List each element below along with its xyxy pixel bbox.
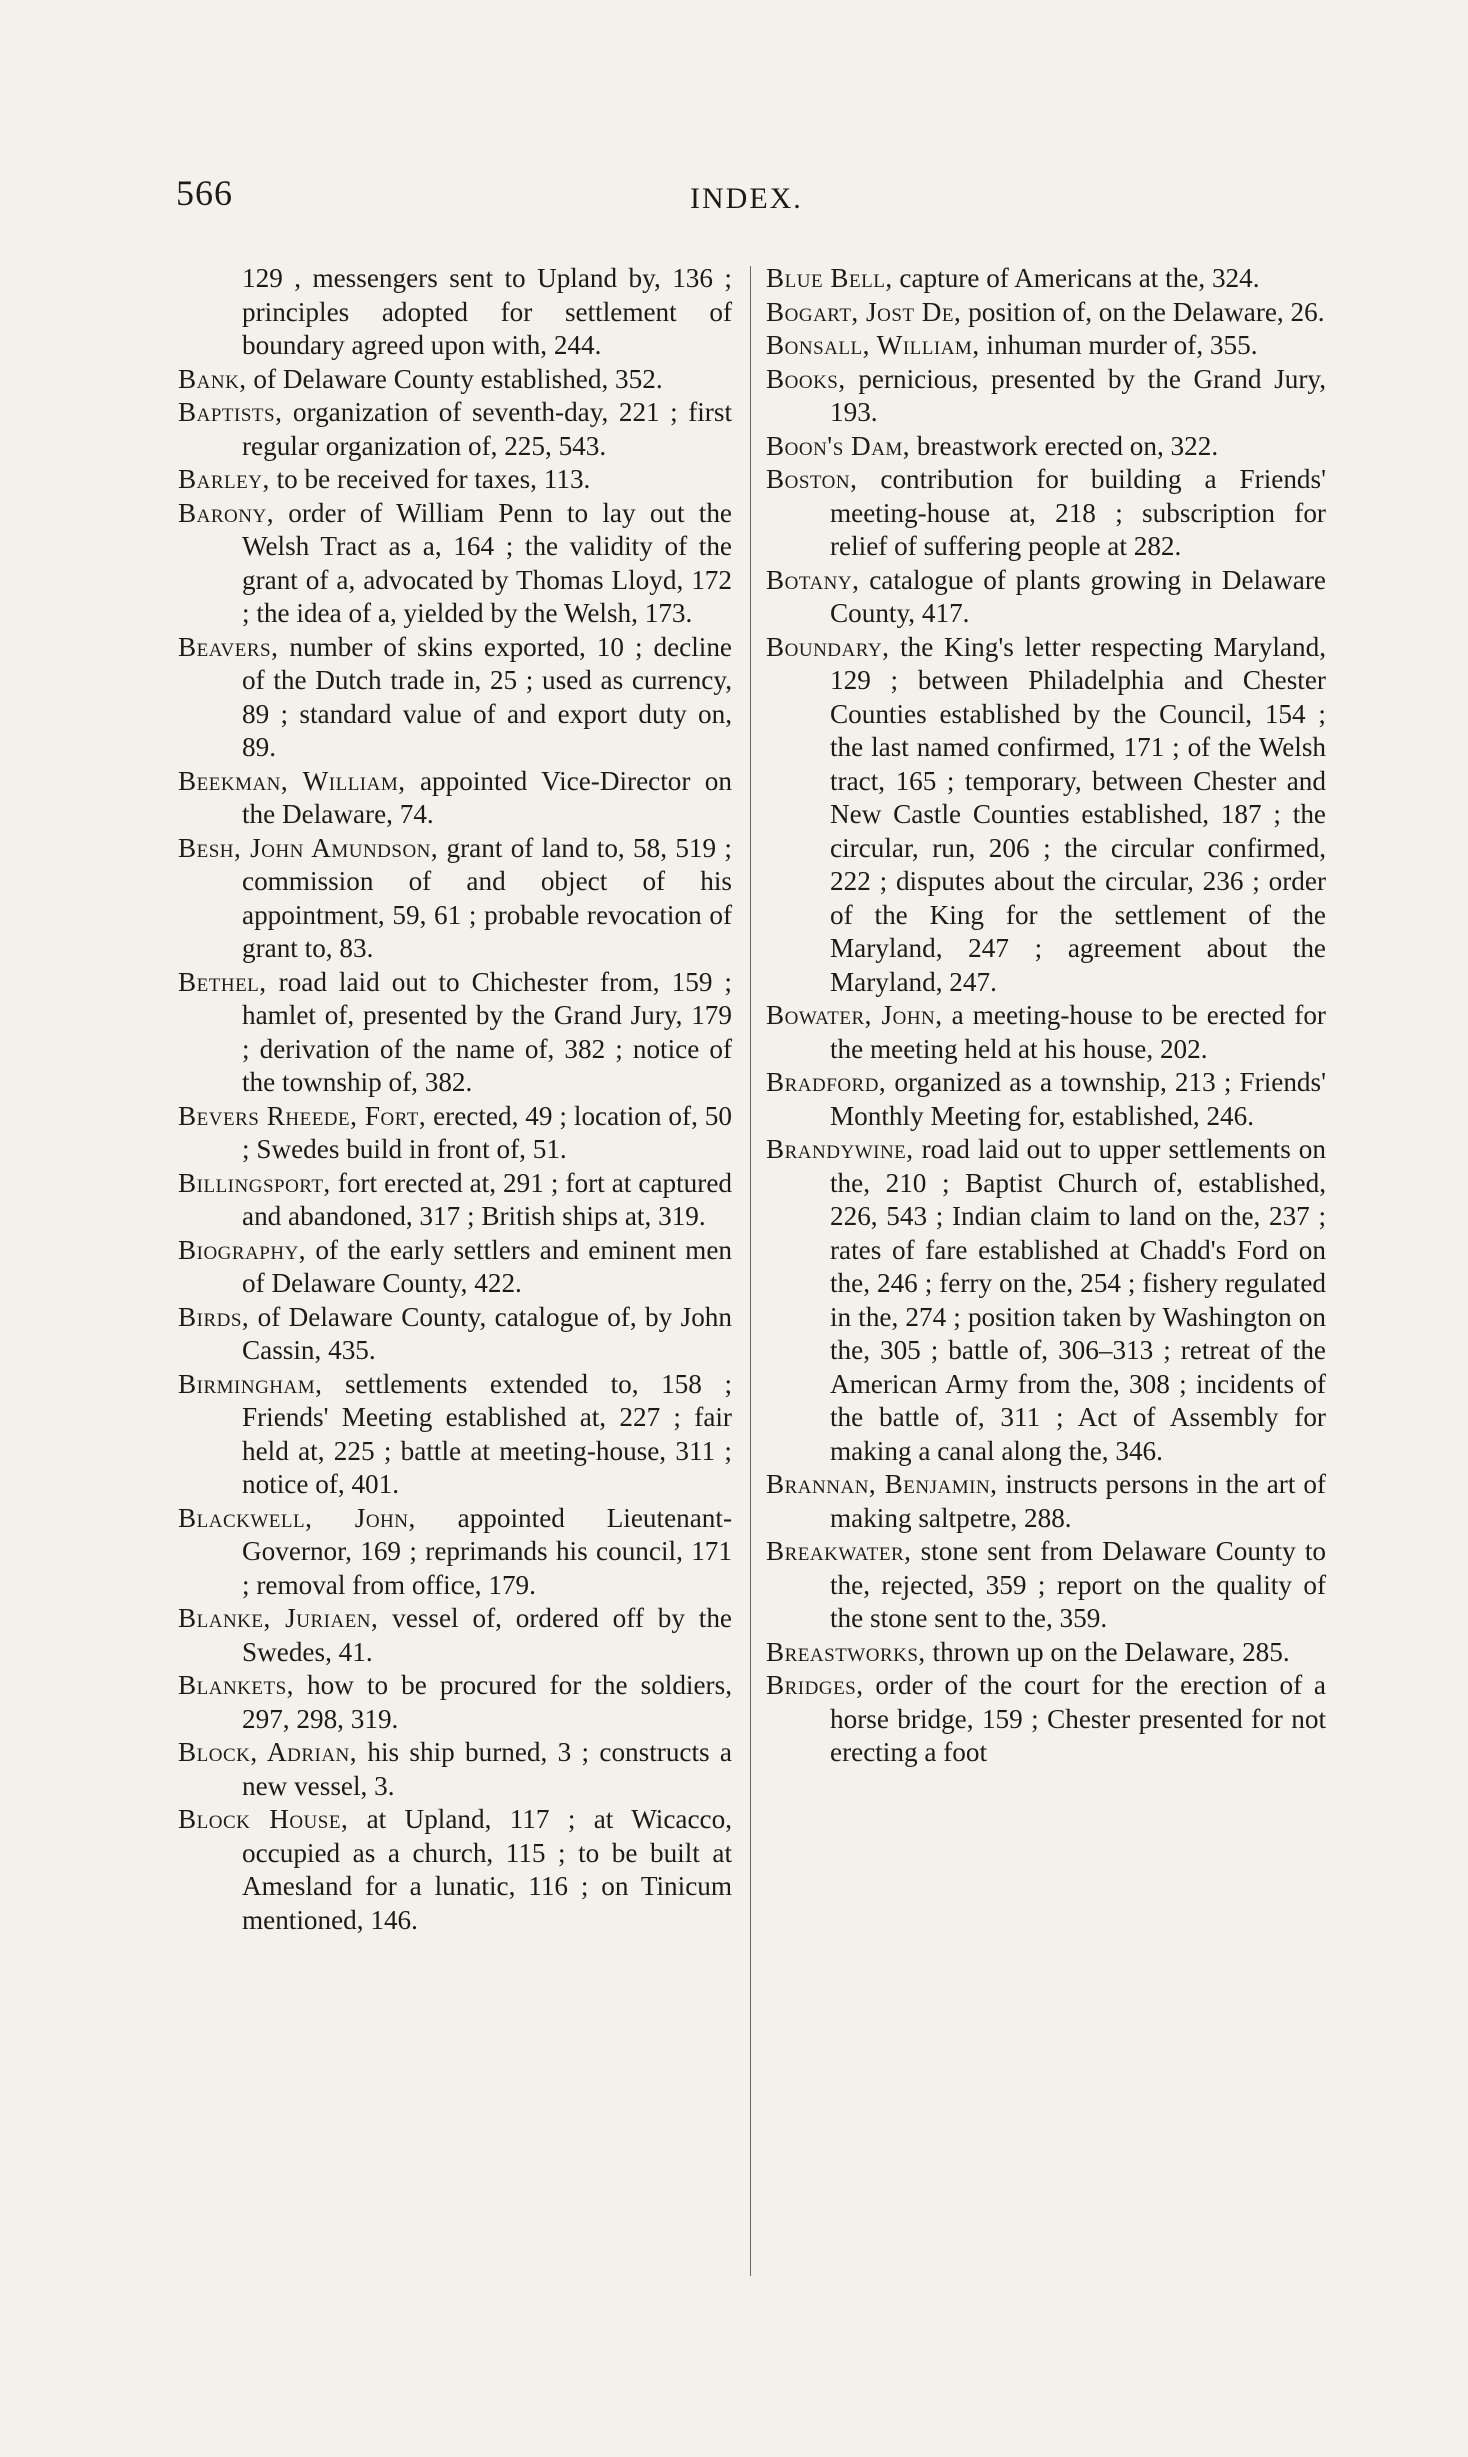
index-column-left — [178, 262, 732, 1937]
index-entry — [178, 1669, 732, 1736]
index-entry — [766, 262, 1326, 296]
index-entry-text: erected, 49 ; location of, 50 ; Swedes build in front of, 51. — [242, 1100, 732, 1164]
index-entry-heading: Barley, — [178, 464, 270, 494]
index-entry — [178, 363, 732, 397]
index-entry — [178, 463, 732, 497]
index-entry — [766, 329, 1326, 363]
index-entry-text: organized as a township, 213 ; Friends' Monthly Meeting for, established, 246. — [830, 1067, 1326, 1131]
index-entry — [178, 1736, 732, 1803]
index-entry-text: how to be procured for the soldiers, 297, 298, 319. — [242, 1670, 732, 1734]
index-entry-text: settlements extended to, 158 ; Friends' Meeting established at, 227 ; fair held at, 225 ; battle at meeting-house, 311 ; notice of, 401. — [242, 1368, 732, 1499]
index-entry-heading: Boon's Dam, — [766, 430, 911, 461]
index-entry — [178, 396, 732, 463]
index-entry-text: to be received for taxes, 113. — [269, 464, 591, 494]
index-entry — [178, 1167, 732, 1234]
index-entry — [178, 262, 732, 363]
index-entry — [178, 1301, 732, 1368]
index-entry — [178, 1502, 732, 1603]
index-entry-heading: Birds, — [178, 1301, 250, 1332]
index-entry-text: vessel of, ordered off by the Swedes, 41. — [242, 1603, 732, 1667]
index-entry-heading: Botany, — [766, 564, 860, 595]
index-entry — [766, 1066, 1326, 1133]
index-entry-text: road laid out to upper settlements on the, 210 ; Baptist Church of, established, 226, 543 ; Indian claim to land on the, 237 ; rates of fare established at Chadd's Ford on the, 246 ; ferry on the, 254 ; fishery regulated in the, 274 ; position taken by Washington on the, 305 ; battle of, 306–313 ; retreat of the American Army from the, 308 ; incidents of the battle of, 311 ; Act of Assembly for making a canal along the, 346. — [830, 1134, 1326, 1466]
index-entry-text: at Upland, 117 ; at Wicacco, occupied as a church, 115 ; to be built at Amesland for a lunatic, 116 ; on Tinicum mentioned, 146. — [242, 1804, 732, 1935]
index-entry-text: appointed Lieutenant-Governor, 169 ; reprimands his council, 171 ; removal from office, 179. — [242, 1502, 732, 1600]
index-entry — [178, 1602, 732, 1669]
index-entry-heading: Bank, — [178, 363, 247, 394]
index-entry-text: fort erected at, 291 ; fort at captured and abandoned, 317 ; British ships at, 319. — [242, 1167, 732, 1231]
running-head: INDEX. — [690, 182, 803, 215]
index-entry-text: order of William Penn to lay out the Welsh Tract as a, 164 ; the validity of the grant of a, advocated by Thomas Lloyd, 172 ; the idea of a, yielded by the Welsh, 173. — [242, 497, 732, 628]
index-entry-heading: Barony, — [178, 497, 274, 528]
index-entry — [178, 1100, 732, 1167]
index-entry-heading: Blue Bell, — [766, 263, 893, 293]
column-divider — [750, 266, 751, 2276]
index-entry-text: thrown up on the Delaware, 285. — [925, 1636, 1290, 1667]
index-entry-heading: Brandywine, — [766, 1134, 914, 1164]
index-entry — [766, 1669, 1326, 1770]
index-entry-text: of Delaware County established, 352. — [246, 363, 663, 394]
index-entry — [178, 1803, 732, 1937]
index-entry-text: of the early settlers and eminent men of Delaware County, 422. — [242, 1234, 732, 1298]
index-entry-text: of Delaware County, catalogue of, by John Cassin, 435. — [242, 1301, 732, 1365]
index-entry-text: appointed Vice-Director on the Delaware, 74. — [242, 765, 732, 829]
index-entry-text: a meeting-house to be erected for the meeting held at his house, 202. — [830, 1000, 1326, 1064]
index-entry-text: his ship burned, 3 ; constructs a new vessel, 3. — [242, 1737, 733, 1801]
index-entry-text: organization of seventh-day, 221 ; first regular organization of, 225, 543. — [242, 397, 732, 461]
index-entry-text: grant of land to, 58, 519 ; commission of and object of his appointment, 59, 61 ; probable revocation of grant to, 83. — [242, 832, 732, 963]
index-entry-text: the King's letter respecting Maryland, 129 ; between Philadelphia and Chester Counties established by the Council, 154 ; the last named confirmed, 171 ; of the Welsh tract, 165 ; temporary, between Chester and New Castle Counties established, 187 ; the circular, run, 206 ; the circular confirmed, 222 ; disputes about the circular, 236 ; order of the King for the settlement of the Maryland, 247 ; agreement about the Maryland, 247. — [830, 631, 1326, 997]
index-entry-text: 129 , messengers sent to Upland by, 136 ; principles adopted for settlement of boundary agreed upon with, 244. — [242, 263, 732, 360]
index-entry — [178, 631, 732, 765]
index-entry — [766, 1468, 1326, 1535]
index-entry — [766, 463, 1326, 564]
index-entry-heading: Blanke, Juriaen, — [178, 1603, 379, 1633]
index-entry-text: breastwork erected on, 322. — [910, 430, 1219, 461]
index-entry-text: catalogue of plants growing in Delaware County, 417. — [830, 564, 1326, 628]
index-entry-text: order of the court for the erection of a horse bridge, 159 ; Chester presented for not erecting a foot — [830, 1670, 1326, 1767]
index-entry — [178, 1368, 732, 1502]
index-entry-heading: Breakwater, — [766, 1536, 912, 1566]
index-entry — [178, 966, 732, 1100]
index-entry — [766, 296, 1326, 330]
index-entry — [766, 1133, 1326, 1468]
index-entry-text: contribution for building a Friends' meeting-house at, 218 ; subscription for relief of suffering people at 282. — [830, 464, 1326, 561]
index-entry — [766, 564, 1326, 631]
index-entry-heading: Bridges, — [766, 1670, 864, 1700]
index-entry-text: inhuman murder of, 355. — [979, 330, 1258, 360]
index-entry — [766, 999, 1326, 1066]
index-entry-heading: Bowater, John, — [766, 1000, 943, 1030]
index-entry-heading: Baptists, — [178, 397, 283, 427]
index-entry — [178, 832, 732, 966]
index-entry-heading: Bethel, — [178, 966, 267, 997]
index-entry — [178, 1234, 732, 1301]
index-entry-heading: Boundary, — [766, 631, 890, 662]
index-entry-text: instructs persons in the art of making saltpetre, 288. — [830, 1469, 1326, 1533]
index-entry-text: number of skins exported, 10 ; decline of the Dutch trade in, 25 ; used as currency, 89 ; standard value of and export duty on, 89. — [242, 631, 732, 762]
index-entry-text: pernicious, presented by the Grand Jury, 193. — [830, 363, 1326, 427]
index-entry-heading: Blankets, — [178, 1670, 294, 1700]
index-entry-heading: Biography, — [178, 1234, 307, 1265]
index-entry — [178, 765, 732, 832]
index-entry-heading: Bogart, Jost De, — [766, 296, 962, 327]
index-entry-heading: Breastworks, — [766, 1636, 926, 1667]
index-entry — [178, 497, 732, 631]
index-entry-heading: Block House, — [178, 1804, 349, 1834]
index-entry-heading: Bonsall, William, — [766, 330, 980, 360]
index-entry-heading: Boston, — [766, 464, 858, 494]
page-number: 566 — [176, 173, 233, 213]
index-column-right — [766, 262, 1326, 1770]
index-entry-heading: Billingsport, — [178, 1167, 331, 1198]
index-entry-heading: Blackwell, John, — [178, 1502, 416, 1533]
index-entry — [766, 631, 1326, 1000]
index-entry — [766, 430, 1326, 464]
index-entry-text: stone sent from Delaware County to the, rejected, 359 ; report on the quality of the stone sent to the, 359. — [830, 1536, 1326, 1633]
index-entry-text: position of, on the Delaware, 26. — [961, 296, 1325, 327]
index-entry-heading: Beekman, William, — [178, 765, 406, 796]
index-entry-heading: Beavers, — [178, 631, 279, 662]
index-entry-heading: Bevers Rheede, Fort, — [178, 1100, 427, 1131]
index-entry — [766, 1636, 1326, 1670]
index-entry-text: capture of Americans at the, 324. — [892, 263, 1260, 293]
index-entry-heading: Books, — [766, 363, 846, 394]
index-entry-heading: Besh, John Amundson, — [178, 832, 439, 863]
index-entry-heading: Block, Adrian, — [178, 1737, 358, 1767]
index-entry-heading: Bradford, — [766, 1067, 887, 1097]
index-entry-text: road laid out to Chichester from, 159 ; hamlet of, presented by the Grand Jury, 179 ; derivation of the name of, 382 ; notice of the township of, 382. — [242, 966, 732, 1097]
index-entry — [766, 1535, 1326, 1636]
index-entry-heading: Birmingham, — [178, 1368, 323, 1399]
index-entry-heading: Brannan, Benjamin, — [766, 1469, 998, 1499]
index-entry — [766, 363, 1326, 430]
